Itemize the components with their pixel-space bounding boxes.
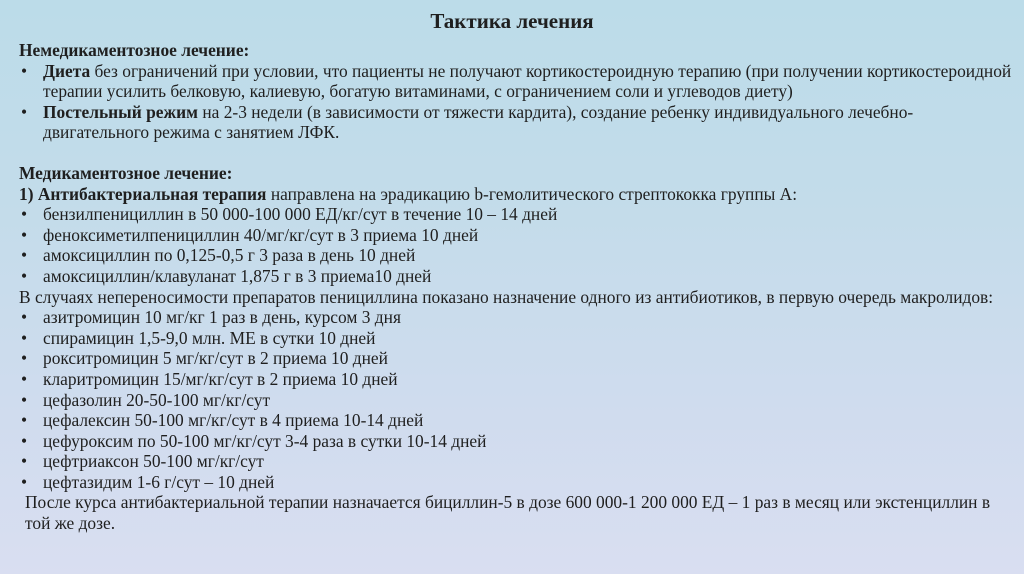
bullet-icon: • xyxy=(21,60,28,81)
bullet-icon: • xyxy=(21,327,28,348)
nonmed-heading: Немедикаментозное лечение: xyxy=(19,40,250,60)
penicillin-list xyxy=(19,204,1014,286)
bullet-icon: • xyxy=(21,224,28,245)
list-item: • азитромицин 10 мг/кг 1 раз в день, курсом 3 дня xyxy=(21,307,401,328)
list-item: • феноксиметилпенициллин 40/мг/кг/сут в 3 приема 10 дней xyxy=(21,224,479,245)
slide-content xyxy=(19,40,1014,534)
antibacterial-text: направлена на эрадикацию b-гемолитического стрептококка группы А: xyxy=(266,183,798,204)
bullet-icon: • xyxy=(21,410,28,431)
bedrest-item xyxy=(19,102,1014,143)
list-item: • амоксициллин по 0,125-0,5 г 3 раза в день 10 дней xyxy=(21,245,416,266)
diet-text: без ограничений при условии, что пациенты не получают кортикостероидную терапию (при получении кортикостероидной терапии усилить белковую, калиевую, богатую витаминами, с ограничением соли и углеводов диету) xyxy=(43,60,1012,102)
spacer xyxy=(19,143,1014,163)
bullet-icon: • xyxy=(21,307,28,328)
list-item: • рокситромицин 5 мг/кг/сут в 2 приема 10 дней xyxy=(21,348,388,369)
list-item: • амоксициллин/клавуланат 1,875 г в 3 приема10 дней xyxy=(21,265,432,286)
list-item: • цефалексин 50-100 мг/кг/сут в 4 приема 10-14 дней xyxy=(21,410,424,431)
bullet-icon: • xyxy=(21,265,28,286)
diet-label: Диета xyxy=(43,60,91,81)
list-item: • цефазолин 20-50-100 мг/кг/сут xyxy=(21,389,271,410)
bullet-icon: • xyxy=(21,101,28,122)
bullet-icon: • xyxy=(21,389,28,410)
list-item: • цефтазидим 1-6 г/сут – 10 дней xyxy=(21,471,275,492)
intolerance-text: В случаях непереносимости препаратов пенициллина показано назначение одного из антибиотиков, в первую очередь макролидов: xyxy=(19,286,994,307)
bullet-icon: • xyxy=(21,430,28,451)
after-course-text: После курса антибактериальной терапии назначается бициллин-5 в дозе 600 000-1 200 000 ЕД – 1 раз в месяц или экстенциллин в той же дозе. xyxy=(25,492,991,534)
list-item: • цефуроксим по 50-100 мг/кг/сут 3-4 раза в сутки 10-14 дней xyxy=(21,430,487,451)
bullet-icon: • xyxy=(21,368,28,389)
diet-item xyxy=(19,61,1014,102)
antibacterial-intro xyxy=(19,184,1014,205)
list-item: • спирамицин 1,5-9,0 млн. МЕ в сутки 10 дней xyxy=(21,327,376,348)
antibacterial-label: 1) Антибактериальная терапия xyxy=(19,183,267,204)
bullet-icon: • xyxy=(21,348,28,369)
list-item: • цефтриаксон 50-100 мг/кг/сут xyxy=(21,451,264,472)
bullet-icon: • xyxy=(21,471,28,492)
list-item: • кларитромицин 15/мг/кг/сут в 2 приема 10 дней xyxy=(21,368,398,389)
bullet-icon: • xyxy=(21,451,28,472)
alternatives-list xyxy=(19,307,1014,492)
bedrest-label: Постельный режим xyxy=(43,101,198,122)
bedrest-text: на 2-3 недели (в зависимости от тяжести кардита), создание ребенку индивидуального лечебно-двигательного режима с занятием ЛФК. xyxy=(43,101,914,143)
med-heading: Медикаментозное лечение: xyxy=(19,162,233,183)
bullet-icon: • xyxy=(21,245,28,266)
slide-title: Тактика лечения xyxy=(430,9,594,33)
bullet-icon: • xyxy=(21,204,28,225)
list-item: • бензилпенициллин в 50 000-100 000 ЕД/кг/сут в течение 10 – 14 дней xyxy=(21,204,558,225)
